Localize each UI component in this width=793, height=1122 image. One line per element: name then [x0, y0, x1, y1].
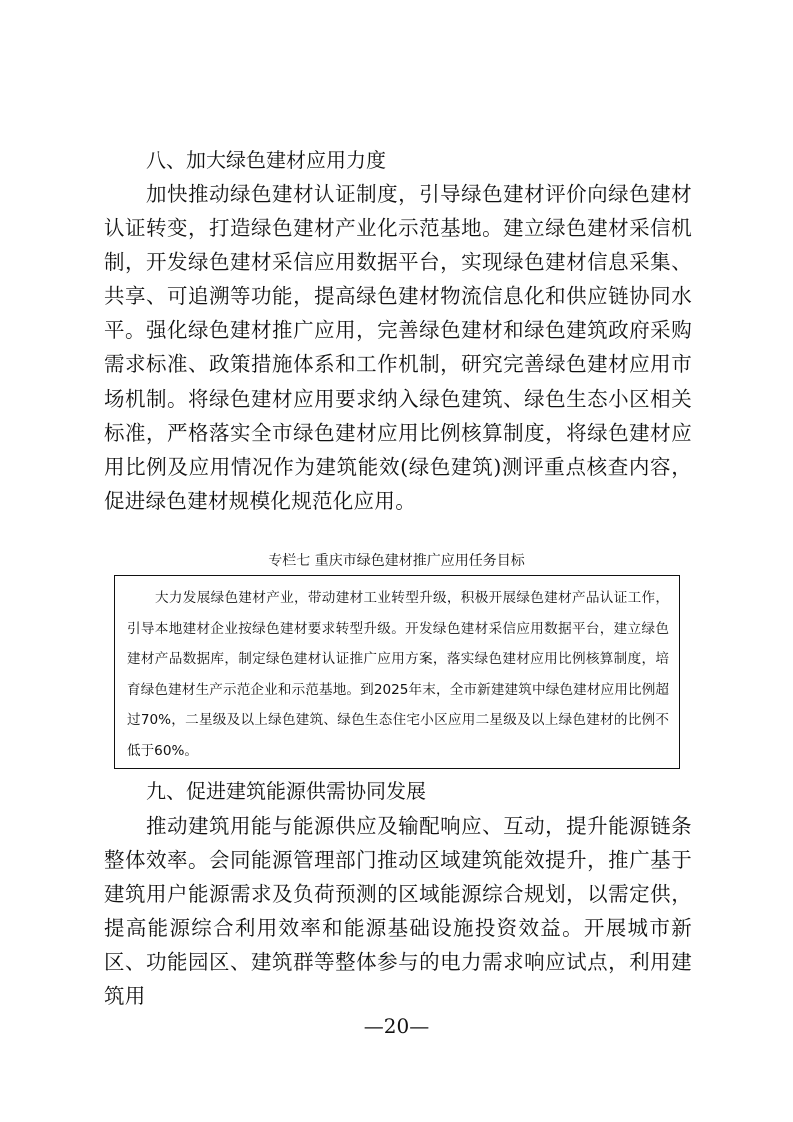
box-caption: 专栏七 重庆市绿色建材推广应用任务目标 [268, 553, 525, 569]
section-9-heading: 九、促进建筑能源供需协同发展 [146, 779, 426, 803]
page-number: —20— [363, 1014, 430, 1038]
section-8-paragraph: 加快推动绿色建材认证制度，引导绿色建材评价向绿色建材认证转变，打造绿色建材产业化示范基地。建立绿色建材采信机制，开发绿色建材采信应用数据平台，实现绿色建材信息采集、共享、可追溯等功能，提高绿色建材物流信息化和供应链协同水平。强化绿色建材推广应用，完善绿色建材和绿色建筑政府采购需求标准、政策措施体系和工作机制，研究完善绿色建材应用市场机制。将绿色建材应用要求纳入绿色建筑、绿色生态小区相关标准，严格落实全市绿色建材应用比例核算制度，将绿色建材应用比例及应用情况作为建筑能效(绿色建筑)测评重点核查内容，促进绿色建材规模化规范化应用。 [104, 182, 692, 513]
callout-box-text: 大力发展绿色建材产业，带动建材工业转型升级，积极开展绿色建材产品认证工作，引导本地建材企业按绿色建材要求转型升级。开发绿色建材采信应用数据平台，建立绿色建材产品数据库，制定绿色建材认证推广应用方案，落实绿色建材应用比例核算制度，培育绿色建材生产示范企业和示范基地。到2025年末，全市新建建筑中绿色建材应用比例超过70%，二星级及以上绿色建筑、绿色生态住宅小区应用二星级及以上绿色建材的比例不低于60%。 [127, 590, 669, 759]
section-9-paragraph: 推动建筑用能与能源供应及输配响应、互动，提升能源链条整体效率。会同能源管理部门推动区域建筑能效提升，推广基于建筑用户能源需求及负荷预测的区域能源综合规划，以需定供，提高能源综合利用效率和能源基础设施投资效益。开展城市新区、功能园区、建筑群等整体参与的电力需求响应试点，利用建筑用 [104, 814, 692, 1009]
callout-box [114, 575, 680, 769]
section-8-heading: 八、加大绿色建材应用力度 [146, 148, 386, 172]
